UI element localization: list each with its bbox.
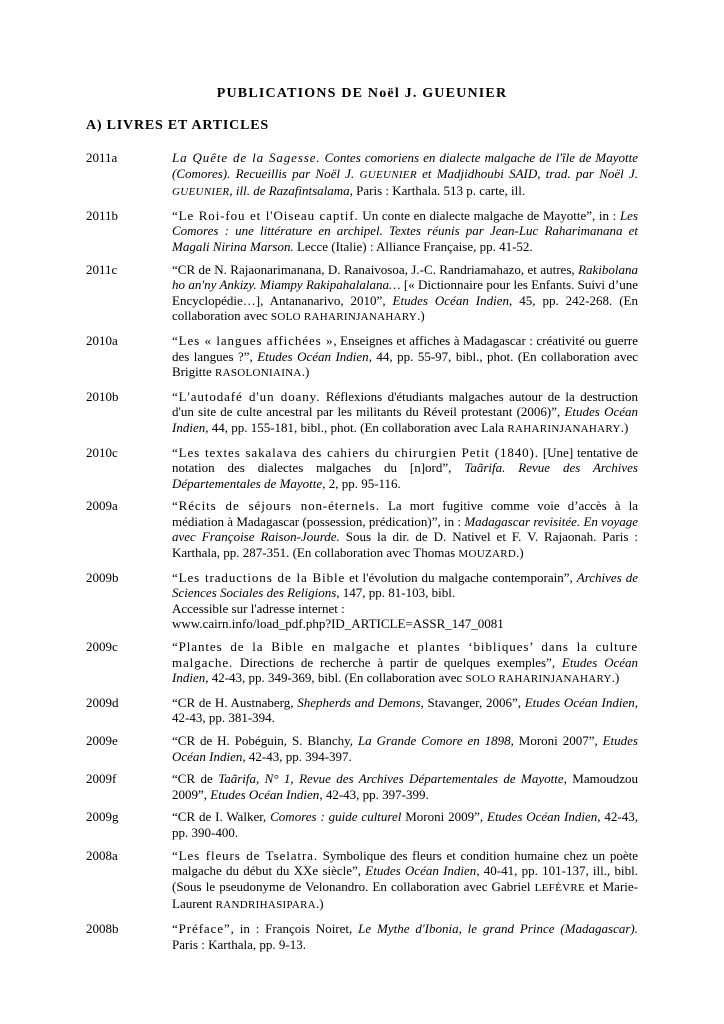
citation-fragment: LEFÈVRE (534, 881, 586, 894)
publication-entry (86, 570, 638, 632)
citation-fragment: .) (316, 896, 324, 912)
citation-fragment: , ill. de Razafintsalama (229, 183, 350, 199)
citation-fragment: [Une] tentative de notation des dialectes malgaches du [n]ord”, (172, 444, 638, 476)
citation-fragment: “Les textes sakalava des cahiers du chirurgien Petit (1840). (172, 444, 539, 460)
entry-citation (172, 848, 638, 914)
entry-citation (172, 150, 638, 201)
citation-fragment: “Les fleurs de Tselatra. (172, 847, 318, 863)
citation-fragment: Etudes Océan Indien (172, 654, 638, 686)
citation-fragment: “Plantes de la Bible en malgache et plantes ‘bibliques’ dans la culture malgache. (172, 639, 638, 670)
citation-fragment: “Récits de séjours non-éternels. (172, 498, 380, 514)
citation-fragment: “L'autodafé d'un doany. (172, 388, 321, 404)
publication-entry (86, 208, 638, 255)
citation-fragment: Etudes Océan Indien (365, 863, 477, 879)
citation-fragment: , 42-43, pp. 397-399. (319, 786, 429, 802)
citation-fragment: Etudes Océan Indien (172, 404, 638, 435)
citation-fragment: Archives de Sciences Sociales des Religions (172, 569, 638, 601)
citation-fragment: SOLO RAHARINJANAHARY (465, 673, 612, 686)
citation-fragment: “CR de N. Rajaonarimanana, D. Ranaivosoa, J.-C. Randriamahazo, et autres, (172, 261, 579, 277)
citation-fragment: Le Mythe d'Ibonia, le grand Prince (Madagascar). (358, 920, 638, 936)
citation-fragment: “CR de (172, 771, 219, 787)
entry-citation (172, 921, 638, 952)
citation-fragment: , 42-43, pp. 349-369, bibl. (En collaboration avec (205, 670, 466, 686)
publication-entry (86, 771, 638, 802)
citation-fragment: Shepherds and Demons (297, 694, 421, 710)
publication-entry (86, 389, 638, 438)
citation-fragment: “CR de H. Austnaberg, (172, 694, 298, 710)
citation-fragment: , Stavanger, 2006”, (420, 694, 525, 710)
citation-fragment: , 147, pp. 81-103, bibl. (336, 585, 456, 601)
citation-fragment: Etudes Océan Indien (392, 292, 510, 308)
citation-fragment: et Madjidhoubi SAID, trad. par Noël J. (416, 165, 639, 181)
citation-fragment: Madagascar revisitée. En voyage avec Françoise Raison-Jourde. (172, 513, 638, 545)
publication-entry (86, 639, 638, 688)
citation-fragment: , 42-43, pp. 394-397. (242, 748, 352, 764)
citation-fragment: La Quête de la Sagesse. (172, 150, 321, 165)
citation-fragment: Directions de recherche à partir de quelques exemples”, (233, 654, 562, 670)
entry-year: 2009f (86, 771, 117, 787)
citation-fragment: .) (301, 364, 310, 380)
entry-year: 2008a (86, 847, 118, 863)
citation-fragment: , 42-43, pp. 381-394. (172, 694, 638, 726)
citation-fragment: , 40-41, pp. 101-137, ill., bibl. (Sous le pseudonyme de Velonandro. En collaboration avec Gabriel (172, 863, 638, 894)
citation-fragment: “Les « langues affichées » (172, 332, 334, 348)
citation-fragment: Accessible sur l'adresse internet : (172, 600, 345, 616)
citation-fragment: .) (516, 545, 524, 561)
citation-fragment: Paris : Karthala, pp. 9-13. (172, 936, 306, 952)
entry-citation (172, 333, 638, 382)
citation-fragment: “Le Roi-fou et l'Oiseau captif. (172, 207, 359, 223)
publication-entry (86, 150, 638, 201)
publication-entry (86, 848, 638, 914)
citation-fragment: “CR de H. Pobéguin, S. Blanchy, (172, 733, 358, 748)
publication-entry (86, 695, 638, 726)
citation-fragment: Taãrifa. Revue des Archives Départementales de Mayotte (172, 460, 638, 491)
citation-fragment: [« Dictionnaire pour les Enfants. Suivi d’une Encyclopédie…], Antananarivo, 2010”, (172, 277, 638, 308)
citation-fragment: , Enseignes et affiches à Madagascar : créativité ou guerre des langues ?”, (172, 332, 639, 364)
entry-citation (172, 771, 638, 802)
citation-fragment: Réflexions d'étudiants malgaches autour de la destruction d'un site de culte ancestral par les militants du Réveil protestant (2006)”, (172, 388, 638, 420)
citation-fragment: Etudes Océan Indien (210, 786, 320, 802)
citation-fragment: .) (620, 419, 629, 435)
entry-citation (172, 809, 638, 840)
publication-entry (86, 921, 638, 952)
entry-year: 2010b (86, 388, 119, 404)
citation-fragment: GUEUNIER (172, 186, 230, 199)
entry-year: 2009e (86, 733, 118, 748)
publication-entry (86, 498, 638, 562)
citation-fragment: Etudes Océan Indien (524, 694, 635, 710)
publication-list (86, 150, 638, 959)
citation-fragment: , 42-43, pp. 390-400. (172, 809, 638, 840)
entry-citation (172, 445, 638, 492)
section-heading: A) LIVRES ET ARTICLES (86, 118, 269, 133)
citation-fragment: , Paris : Karthala. 513 p. carte, ill. (349, 183, 526, 199)
entry-citation (172, 570, 638, 632)
citation-fragment: La Grande Comore en 1898 (357, 733, 511, 748)
publication-entry (86, 733, 638, 764)
citation-fragment: RASOLONIAINA (214, 367, 302, 380)
page-title: PUBLICATIONS DE Noël J. GUEUNIER (216, 86, 508, 101)
publication-entry (86, 333, 638, 382)
citation-fragment: Etudes Océan Indien (487, 809, 598, 825)
citation-fragment: Symbolique des fleurs et condition humaine chez un poète malgache du début du XXe siècle”, (172, 847, 638, 879)
entry-year: 2010c (86, 444, 118, 460)
entry-year: 2009c (86, 639, 118, 655)
citation-fragment: Etudes Océan Indien (257, 348, 369, 364)
publication-entry (86, 445, 638, 492)
citation-fragment: Taãrifa, N° 1, Revue des Archives Départementales de Mayotte (218, 771, 564, 787)
entry-citation (172, 639, 638, 688)
entry-year: 2011c (86, 261, 118, 277)
publication-entry (86, 809, 638, 840)
entry-year: 2010a (86, 332, 118, 348)
entry-citation (172, 262, 638, 326)
citation-fragment: “Préface” (172, 920, 231, 936)
entry-year: 2009a (86, 498, 118, 514)
entry-year: 2009b (86, 569, 119, 585)
citation-fragment: “CR de I. Walker, (172, 809, 271, 825)
citation-fragment: Lecce (Italie) : Alliance Française, pp. 41-52. (293, 238, 533, 254)
citation-fragment: et Marie-Laurent (172, 878, 638, 912)
citation-fragment: RAHARINJANAHARY (507, 422, 621, 435)
citation-fragment: Sous la dir. de D. Nativel et F. V. Rajaonah. Paris : Karthala, pp. 287-351. (En collaboration avec Thomas (172, 529, 638, 561)
citation-fragment: , Mamoudzou 2009”, (172, 771, 638, 802)
citation-fragment: GUEUNIER (359, 168, 417, 181)
citation-fragment: Un conte en dialecte malgache de Mayotte”, in : (358, 207, 620, 223)
citation-fragment: MOUZARD (458, 548, 517, 561)
entry-citation (172, 498, 638, 562)
citation-fragment: , 44, pp. 155-181, bibl., phot. (En collaboration avec Lala (205, 419, 508, 435)
citation-fragment: “Les traductions de la Bible (172, 569, 346, 585)
citation-fragment: .) (611, 670, 620, 686)
citation-fragment: Comores : guide culturel (270, 809, 402, 825)
citation-fragment: www.cairn.info/load_pdf.php?ID_ARTICLE=ASSR_147_0081 (172, 616, 504, 632)
entry-year: 2011b (86, 207, 119, 223)
citation-fragment: RANDRIHASIPARA (215, 899, 317, 912)
citation-fragment: et l'évolution du malgache contemporain”, (345, 569, 577, 585)
citation-fragment: Etudes Océan Indien (172, 733, 638, 764)
citation-fragment: Les Comores : une littérature en archipel. Textes réunis par Jean-Luc Raharimanana et Magali Nirina Marson. (172, 207, 638, 254)
entry-year: 2009g (86, 809, 119, 825)
citation-fragment: , 2, pp. 95-116. (322, 475, 401, 491)
entry-citation (172, 695, 638, 726)
entry-citation (172, 208, 638, 255)
entry-year: 2011a (86, 150, 118, 165)
citation-fragment: Moroni 2009”, (401, 809, 487, 825)
citation-fragment: La mort fugitive comme voie d’accès à la médiation à Madagascar (possession, prédication)”, in : (172, 498, 638, 529)
citation-fragment: Contes comoriens en dialecte malgache de l'île de Mayotte (Comores). Recueillis par Noël J. (172, 150, 639, 181)
citation-fragment: , 44, pp. 55-97, bibl., phot. (En collaboration avec Brigitte (172, 348, 638, 380)
publication-entry (86, 262, 638, 326)
citation-fragment: SOLO RAHARINJANAHARY (270, 311, 418, 324)
citation-fragment: Rakibolana ho an'ny Ankizy. Miampy Rakipahalalana… (172, 261, 638, 293)
citation-fragment: , 45, pp. 242-268. (En collaboration avec (172, 292, 638, 324)
entry-citation (172, 389, 638, 438)
entry-citation (172, 733, 638, 764)
entry-year: 2009d (86, 694, 119, 710)
citation-fragment: , in : François Noiret, (230, 920, 359, 936)
citation-fragment: , Moroni 2007”, (510, 733, 603, 748)
entry-year: 2008b (86, 920, 119, 936)
citation-fragment: .) (417, 308, 425, 324)
